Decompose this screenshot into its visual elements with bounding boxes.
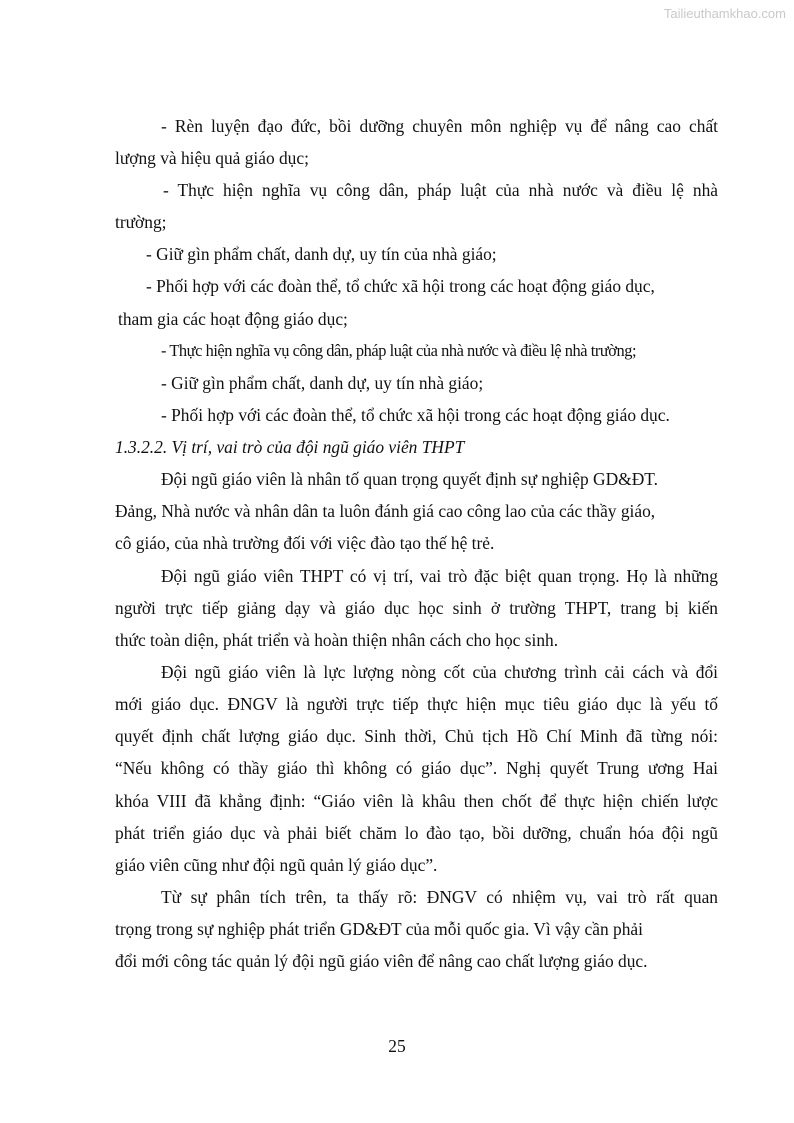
text-line: - Thực hiện nghĩa vụ công dân, pháp luật của nhà nước và điều lệ nhà <box>163 180 718 200</box>
text-line: giáo viên cũng như đội ngũ quản lý giáo dục”. <box>115 855 438 875</box>
text-line: - Phối hợp với các đoàn thể, tổ chức xã hội trong các hoạt động giáo dục, <box>146 276 655 296</box>
text-line: cô giáo, của nhà trường đối với việc đào tạo thế hệ trẻ. <box>115 533 495 553</box>
text-line: “Nếu không có thầy giáo thì không có giáo dục”. Nghị quyết Trung ương Hai <box>115 758 718 778</box>
text-line: quyết định chất lượng giáo dục. Sinh thời, Chủ tịch Hồ Chí Minh đã từng nói: <box>115 726 718 746</box>
text-line: tham gia các hoạt động giáo dục; <box>118 309 348 329</box>
text-line: Đội ngũ giáo viên THPT có vị trí, vai trò đặc biệt quan trọng. Họ là những <box>161 566 718 586</box>
text-line: đổi mới công tác quản lý đội ngũ giáo viên để nâng cao chất lượng giáo dục. <box>115 951 648 971</box>
text-line: Đội ngũ giáo viên là lực lượng nòng cốt của chương trình cải cách và đổi <box>161 662 718 682</box>
text-line: - Rèn luyện đạo đức, bồi dưỡng chuyên môn nghiệp vụ để nâng cao chất <box>161 116 718 136</box>
text-line: khóa VIII đã khẳng định: “Giáo viên là khâu then chốt để thực hiện chiến lược <box>115 791 718 811</box>
text-line: trọng trong sự nghiệp phát triển GD&ĐT của mỗi quốc gia. Vì vậy cần phải <box>115 919 643 939</box>
text-line: người trực tiếp giảng dạy và giáo dục học sinh ở trường THPT, trang bị kiến <box>115 598 718 618</box>
text-line: thức toàn diện, phát triển và hoàn thiện nhân cách cho học sinh. <box>115 630 559 650</box>
text-line: Đội ngũ giáo viên là nhân tố quan trọng quyết định sự nghiệp GD&ĐT. <box>161 469 658 489</box>
text-line: - Thực hiện nghĩa vụ công dân, pháp luật của nhà nước và điều lệ nhà trường; <box>161 341 637 360</box>
section-heading: 1.3.2.2. Vị trí, vai trò của đội ngũ giáo viên THPT <box>115 437 465 457</box>
text-line: - Giữ gìn phẩm chất, danh dự, uy tín của nhà giáo; <box>146 244 497 264</box>
page-number: 25 <box>388 1036 406 1056</box>
text-line: trường; <box>115 212 167 232</box>
text-line: mới giáo dục. ĐNGV là người trực tiếp thực hiện mục tiêu giáo dục là yếu tố <box>115 694 718 714</box>
watermark: Tailieuthamkhao.com <box>663 6 786 21</box>
text-line: phát triển giáo dục và phải biết chăm lo đào tạo, bồi dưỡng, chuẩn hóa đội ngũ <box>115 823 718 843</box>
text-line: - Phối hợp với các đoàn thể, tổ chức xã hội trong các hoạt động giáo dục. <box>161 405 670 425</box>
text-line: Đảng, Nhà nước và nhân dân ta luôn đánh giá cao công lao của các thầy giáo, <box>115 501 656 521</box>
text-line: lượng và hiệu quả giáo dục; <box>115 148 309 168</box>
text-line: Từ sự phân tích trên, ta thấy rõ: ĐNGV có nhiệm vụ, vai trò rất quan <box>161 887 718 907</box>
text-line: - Giữ gìn phẩm chất, danh dự, uy tín nhà giáo; <box>161 373 484 393</box>
